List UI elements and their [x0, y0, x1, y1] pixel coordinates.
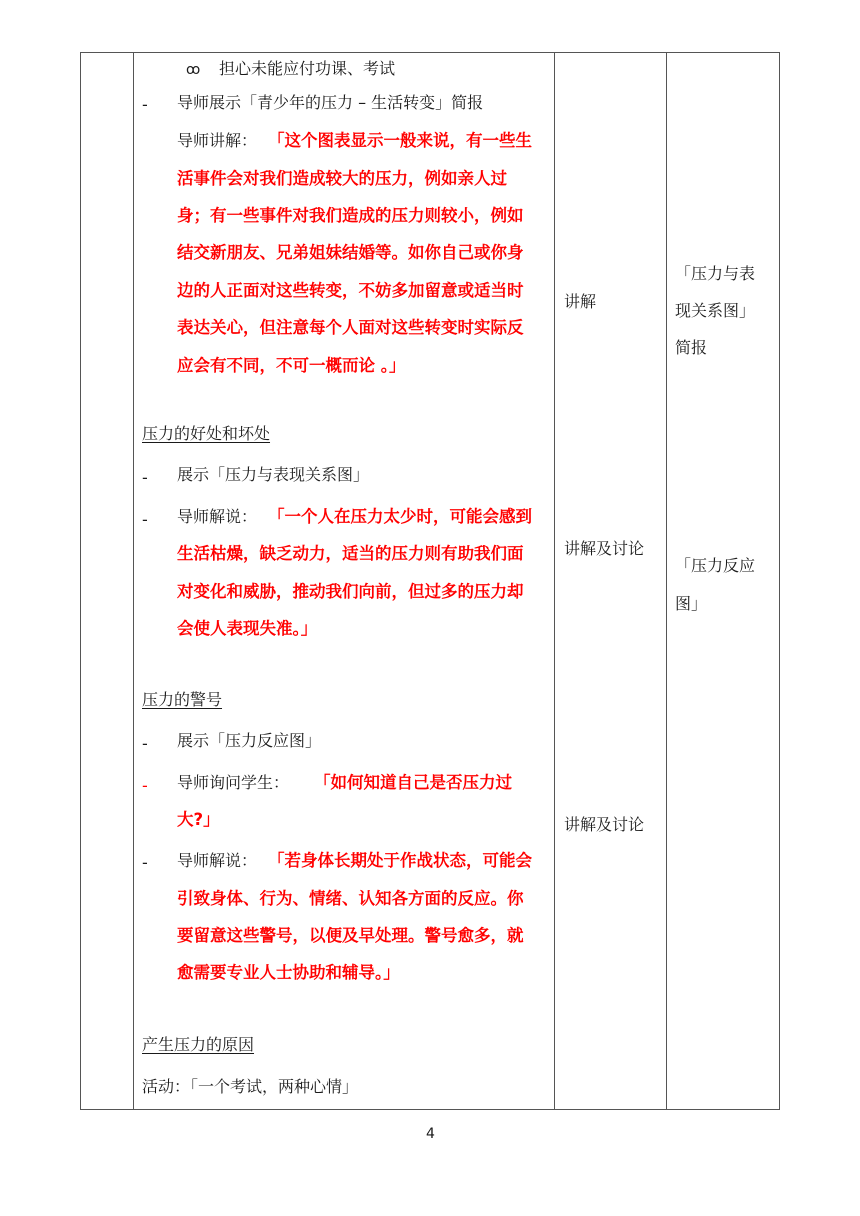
list-dash: - — [142, 468, 148, 487]
explain-line: 「一个人在压力太少时，可能会感到 — [268, 507, 532, 526]
explain-line: 引致身体、行为、情绪、认知各方面的反应。你 — [177, 889, 524, 908]
explain-label: 导师解说： — [177, 507, 258, 526]
ask-line: 「如何知道自己是否压力过 — [314, 773, 512, 792]
lecture-line: 身；有一些事件对我们造成的压力则较小，例如 — [177, 206, 524, 225]
bullet-symbol: ꝏ — [186, 62, 201, 78]
explain-line: 对变化和威胁，推动我们向前，但过多的压力却 — [177, 582, 524, 601]
column-divider — [554, 52, 555, 1110]
lecture-line: 结交新朋友、兄弟姐妹结婚等。如你自己或你身 — [177, 243, 524, 262]
explain-label: 导师解说： — [177, 851, 258, 870]
resource-cell: 简报 — [675, 338, 708, 357]
lecture-line: 边的人正面对这些转变，不妨多加留意或适当时 — [177, 281, 524, 300]
resource-cell: 现关系图」 — [675, 301, 756, 320]
explain-line: 要留意这些警号，以便及早处理。警号愈多，就 — [177, 926, 524, 945]
list-dash: - — [142, 776, 148, 795]
list-dash: - — [142, 510, 148, 529]
explain-line: 「若身体长期处于作战状态，可能会 — [268, 851, 532, 870]
lecture-label: 导师讲解： — [177, 131, 258, 150]
method-cell: 讲解及讨论 — [564, 539, 645, 558]
explain-line: 愈需要专业人士协助和辅导。」 — [177, 963, 400, 982]
list-dash: - — [142, 734, 148, 753]
ask-label: 导师询问学生： — [177, 773, 290, 792]
list-item: 展示「压力与表现关系图」 — [177, 465, 370, 484]
lecture-line: 应会有不同，不可一概而论 。」 — [177, 356, 406, 375]
page-number: 4 — [426, 1126, 435, 1142]
list-dash: - — [142, 853, 148, 872]
activity-text: 活动：「一个考试，两种心情」 — [142, 1077, 359, 1096]
lecture-line: 活事件会对我们造成较大的压力，例如亲人过 — [177, 169, 507, 188]
section-heading: 压力的警号 — [142, 690, 223, 709]
list-item: 导师展示「青少年的压力 – 生活转变」简报 — [177, 93, 484, 112]
method-cell: 讲解 — [564, 292, 597, 311]
resource-cell: 图」 — [675, 594, 708, 613]
resource-cell: 「压力与表 — [675, 264, 756, 283]
section-heading: 压力的好处和坏处 — [142, 424, 271, 443]
list-item: 展示「压力反应图」 — [177, 731, 322, 750]
ask-line: 大?」 — [177, 810, 220, 829]
list-dash: - — [142, 95, 148, 114]
resource-cell: 「压力反应 — [675, 556, 756, 575]
explain-line: 生活枯燥，缺乏动力，适当的压力则有助我们面 — [177, 544, 524, 563]
lecture-line: 「这个图表显示一般来说，有一些生 — [268, 131, 532, 150]
lecture-line: 表达关心，但注意每个人面对这些转变时实际反 — [177, 318, 524, 337]
section-heading: 产生压力的原因 — [142, 1035, 255, 1054]
method-cell: 讲解及讨论 — [564, 815, 645, 834]
column-divider — [133, 52, 134, 1110]
explain-line: 会使人表现失准。」 — [177, 619, 318, 638]
bullet-text: 担心未能应付功课、考试 — [219, 59, 396, 78]
column-divider — [666, 52, 667, 1110]
